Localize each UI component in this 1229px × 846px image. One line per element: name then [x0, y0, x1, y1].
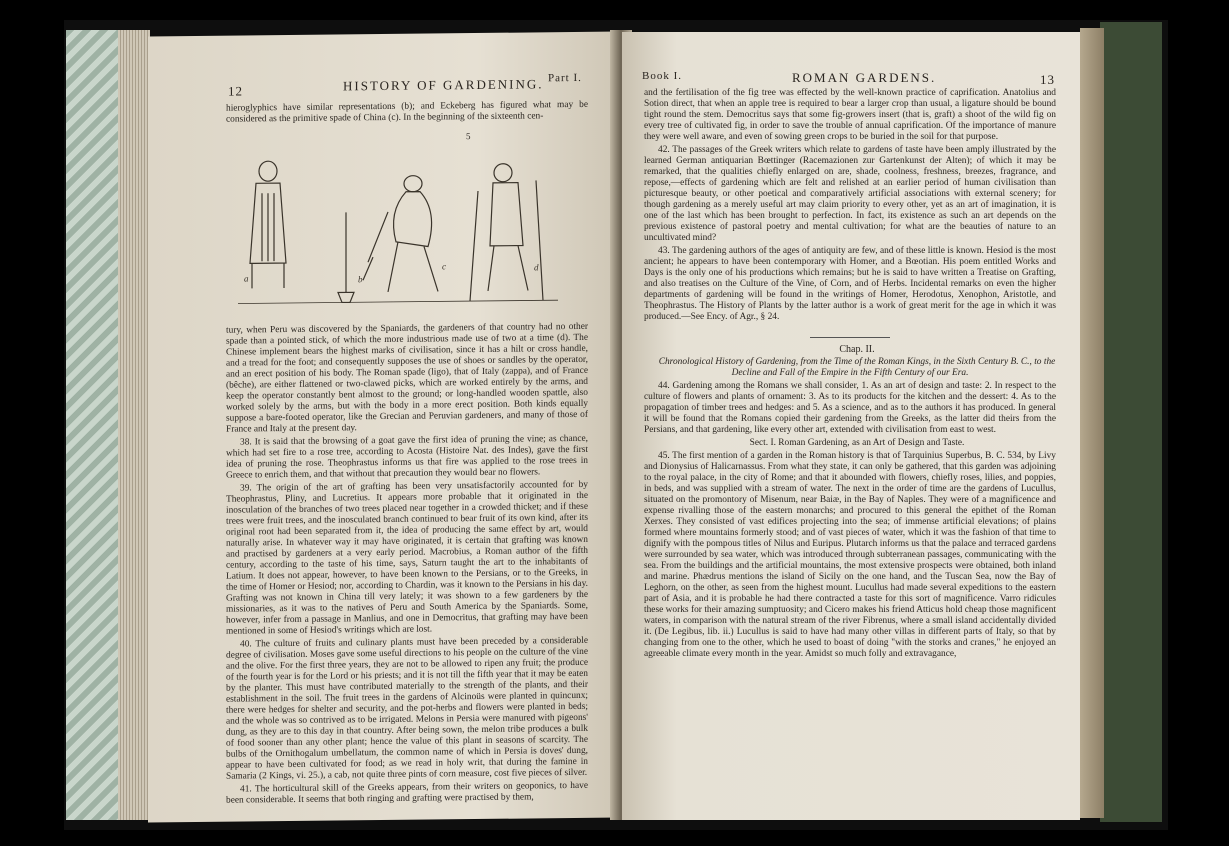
spade-illustration: [238, 150, 558, 313]
right-paragraph: and the fertilisation of the fig tree was effected by the well-known practice of caprification. Anatolius and Sotion direct, that when an apple tree is required to bear a larger crop than usual, a ligature should be bound tight round the stem. Democritus says that some fig-growers insert (that is, graft) a shoot of the wild fig on every tree of cultivated fig, in order to save the trouble of annual caprification. Of the importance of manure they were well aware, and even of sowing green crops to be buried in the soil for that purpose.: [644, 88, 1056, 142]
page-edges-left: [118, 30, 150, 820]
right-page-number: 13: [1040, 72, 1055, 87]
right-paragraph: 43. The gardening authors of the ages of antiquity are few, and of these little is known. Hesiod is the most ancient; he appears to have been contemporary with Homer, and a Bœotian. His poem entitled Works and Days is the only one of his productions which remains; but he is said to have written a Treatise on Grafting, and also treatises on the Culture of the Vine, of Corn, and of Herbs. Incidental remarks on even the higher departments of gardening will be found in the writings of Homer, Herodotus, Xenophon, Aristotle, and Theophrastus. The History of Plants by the latter author is a work of great merit for the age in which it was produced.—See Ency. of Agr., § 24.: [644, 246, 1056, 322]
right-page: [622, 32, 1080, 820]
spade-figure: [238, 150, 558, 313]
left-paragraph: tury, when Peru was discovered by the Spaniards, the gardeners of that country had no other spade than a pointed stick, of which the more industrious made use of two at a time (d). The Chinese implement bears the highest marks of civilisation, since it has a hilt or cross handle, and a tread for the foot; and consequently supposes the use of shoes or sandles by the operator, and an erect position of his body. The Roman spade (ligo), that of Italy (zappa), and of France (bêche), are either flattened or two-clawed picks, which are worked entirely by the arms, and keep the operator constantly bent almost to the ground; or long-handled wooden spattle, also worked solely by the arms, but with the body in a more erect position. Both kinds equally suppose a bare-footed operator, like the Grecian and Peruvian gardeners, and many of those of France and Italy at the present day.: [226, 321, 588, 435]
figure-letter-c: c: [442, 261, 446, 272]
right-paragraph: 45. The first mention of a garden in the Roman history is that of Tarquinius Superbus, B. C. 534, by Livy and Dionysius of Halicarnassus. From what they state, it can only be gathered, that this garden was adjoining to the royal palace, in the city of Rome; and that it abounded with flowers, chiefly roses, lilies, and poppies, in beds, and was supplied with a stream of water. The next in the order of time are the gardens of Lucullus, situated on the promontory of Misenum, near Baiæ, in the Bay of Naples. They were of a magnificence and expense rivalling those of the eastern monarchs; and procured to this general the epithet of the Roman Xerxes. They consisted of vast edifices projecting into the sea; of immense artificial elevations; of plains formed where mountains formerly stood; and of vast pieces of water, which it was the fashion of that time to dignify with the pompous titles of Nilus and Euripus. Plutarch informs us that the palace and terraced gardens were surrounded by sea water, which was introduced through subterranean passages, communicating with the sea. From the buildings and the artificial mountains, the most extensive prospects were obtained, both inland and marine. Phædrus mentions the island of Sicily on the one hand, and the Tuscan Sea, now the Bay of Leghorn, on the other, as seen from the highest mount. Lucullus had made several expeditions to the eastern part of Asia, and it is probable he had there contracted a taste for this sort of magnificence. Varro ridicules these works for their amazing sumptuosity; and Cicero makes his friend Atticus hold cheap those magnificent waters, in comparison with the natural stream of the river Fibrenus, where a small island accidentally divided it. (De Legibus, lib. ii.) Lucullus is said to have had many other villas in different parts of Italy, so that by changing from one to the other, which he used to boast of doing "with the storks and cranes," he enjoyed an agreeable climate every month in the year. Amidst so much folly and extravagance,: [644, 451, 1056, 659]
right-paragraph: 42. The passages of the Greek writers which relate to gardens of taste have been amply illustrated by the learned German antiquarian Bœttinger (Racemazionen zur Gartenkunst der Alten); of which it may be remarked, that the qualities chiefly enlarged on are, shade, coolness, freshness, breezes, fragrance, and repose,—effects of gardening which are felt and relished at an earlier period of human civilisation than picturesque beauty, or other poetical and comparatively artificial associations with external scenery; for though gardening as a merely useful art may claim priority to every other, yet as an art of imagination, it is one of the last which has been brought to perfection. In fact, its existence as such an art depends on the previous existence of pastoral poetry and mental cultivation; for what are the beauties of nature to an uncultivated mind?: [644, 145, 1056, 243]
chapter-divider-rule: [810, 337, 890, 338]
figure-letter-b: b: [358, 274, 363, 285]
left-running-title: HISTORY OF GARDENING.: [343, 76, 544, 94]
figure-letter-a: a: [244, 273, 249, 284]
section-heading: Sect. I. Roman Gardening, as an Art of Design and Taste.: [749, 438, 965, 448]
left-paragraph: 40. The culture of fruits and culinary plants must have been preceded by a considerable degree of civilisation. Moses gave some useful directions to his people on the culture of the vine and the olive. For the first three years, they are not to be allowed to ripen any fruit; the produce of the fourth year is for the Lord or his priests; and it is not till the fifth year that it may be eaten by the planter. This must have contributed materially to the strength of the plants, and their establishment in the soil. The fruit trees in the gardens of Alcinoüs were planted in quincunx; there were hedges for shelter and security, and the pot-herbs and flowers were planted in beds; and the whole was so contrived as to be irrigated. Melons in Persia were manured with pigeons' dung, as they are to this day in that country. After being sown, the melon tribe produces a bulk of food sooner than any other plant; hence the value of this plant in seasons of scarcity. The bulbs of the Ornithogalum umbellatum, the common name of which in Persia is doves' dung, appear to have been cultivated for food; as we read in holy writ, that during the famine in Samaria (2 Kings, vi. 25.), a cab, not quite three pints of corn measure, cost five pieces of silver.: [226, 635, 588, 782]
left-paragraph: 38. It is said that the browsing of a goat gave the first idea of pruning the vine; as chance, which had set fire to a rose tree, according to Acosta (Histoire Nat. des Indes), gave the first idea of pruning the rose. Theophrastus informs us that fire was applied to the rose trees in Greece to enrich them, and that without that precaution they would bear no flowers.: [226, 433, 588, 481]
left-intro: [226, 100, 588, 128]
left-part-label: Part I.: [548, 71, 582, 85]
right-book-label: Book I.: [642, 70, 682, 82]
chapter-subtitle: Chronological History of Gardening, from the Time of the Roman Kings, in the Sixth Century B. C., to the Decline and Fall of the Empire in the Fifth Century of our Era.: [658, 357, 1056, 378]
figure-letter-d: d: [534, 262, 539, 273]
right-running-title: ROMAN GARDENS.: [792, 70, 937, 85]
left-paragraph: 41. The horticultural skill of the Greeks appears, from their writers on geoponics, to have been considerable. It seems that both ringing and grafting were practised by them,: [226, 780, 588, 806]
left-paragraph: 39. The origin of the art of grafting has been very unsatisfactorily accounted for by Theophrastus, Pliny, and Lucretius. It appears more probable that it originated in the inosculation of the branches of two trees placed near together in a crowded thicket; and if these trees were fruit trees, and the inosculated branch continued to bear fruit of its own kind, after its original root had been separated from it, the idea of producing the same effect by art, would naturally arise. In whatever way it may have originated, it is certain that grafting was known and practised by gardeners at a very early period. Macrobius, a Roman author of the fifth century, according to the taste of his time, says, Saturn taught the art to the inhabitants of Latium. It does not appear, however, to have been known to the Persians, or to the Greeks, in the time of Homer or Hesiod; nor, according to Chardin, was it known to the Persians in his day. Grafting was not known in China till very lately; it was shown to a few gardeners by the missionaries, as it was to the natives of Peru and South America by the Spaniards. Some, however, infer from a passage in Manlius, and one in Democritus, that grafting may have been mentioned in some of Hesiod's writings which are lost.: [226, 479, 588, 637]
left-page: [148, 32, 618, 823]
left-running-header: [148, 71, 618, 99]
book-cover-right: [1100, 22, 1162, 822]
left-page-number: 12: [228, 83, 243, 99]
left-intro-text: hieroglyphics have similar representations (b); and Eckeberg has figured what may be considered as the primitive spade of China (c). In the beginning of the sixteenth cen-: [226, 99, 588, 125]
figure-number: 5: [466, 131, 471, 142]
right-paragraph: 44. Gardening among the Romans we shall consider, 1. As an art of design and taste: 2. In respect to the culture of flowers and plants of ornament: 3. As to its products for the kitchen and the dessert: 4. As to the propagation of timber trees and hedges: and 5. As a science, and as to the authors it has produced. In general it will be found that the Romans copied their gardening from the Greeks, as the latter did theirs from the Persians, and that gardening, like every other art, extended with civilisation from east to west.: [644, 381, 1056, 435]
chapter-heading: Chap. II.: [839, 344, 875, 355]
right-body-text: [644, 88, 1056, 662]
page-edges-right: [1080, 28, 1104, 818]
left-body-text: [226, 322, 588, 809]
